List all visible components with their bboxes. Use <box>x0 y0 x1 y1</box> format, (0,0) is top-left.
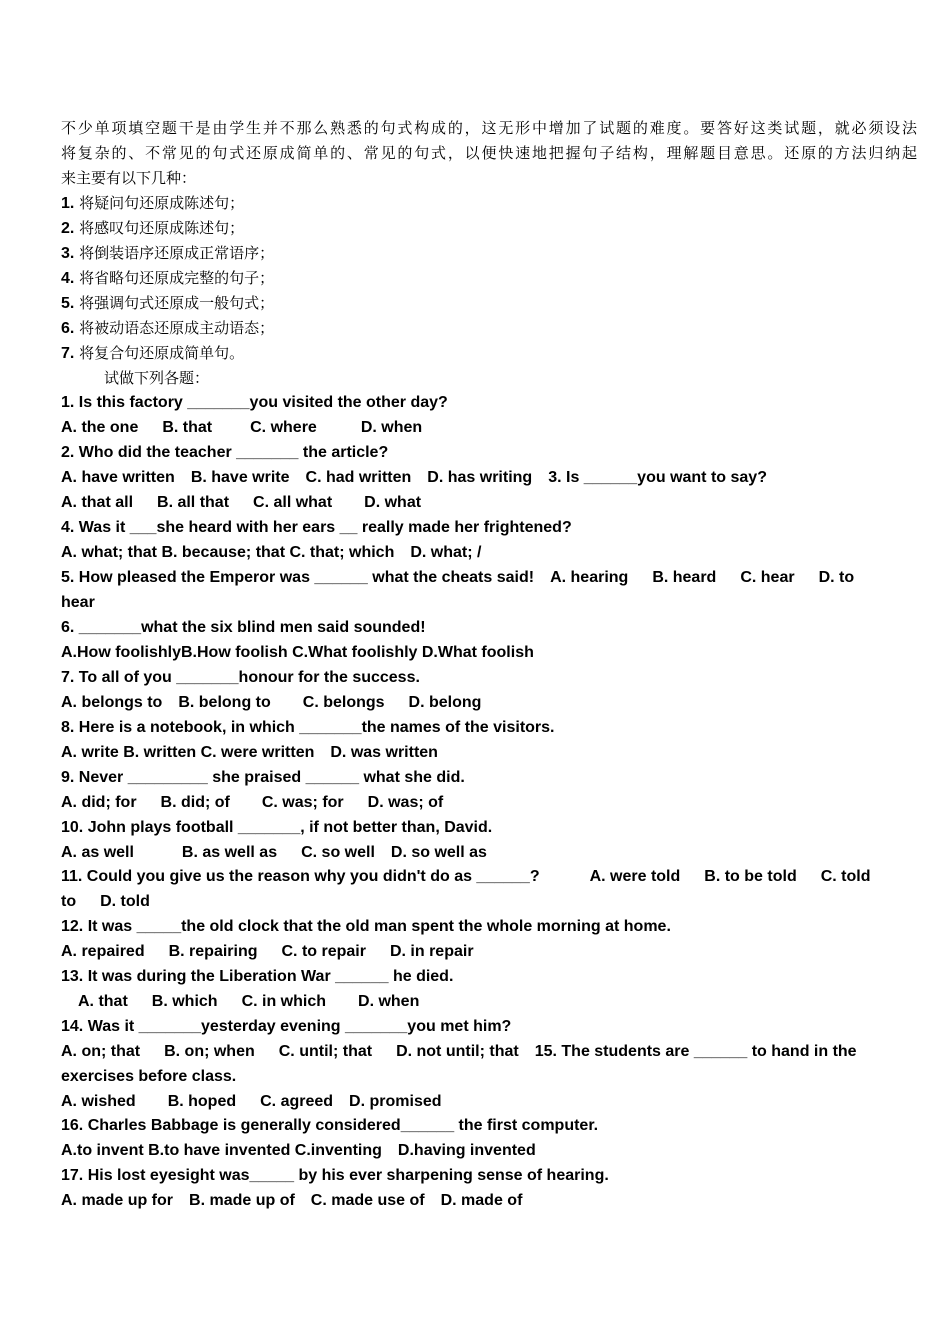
question-1-options: A. the one B. that C. where D. when <box>61 419 423 436</box>
question-4: 4. Was it ___she heard with her ears __ really made her frightened? <box>61 519 572 536</box>
question-13-options: A. that B. which C. in which D. when <box>78 993 420 1010</box>
question-10-options: A. as well B. as well as C. so well D. so well as <box>61 844 487 861</box>
question-14-options: A. on; that B. on; when C. until; that D. not until; that 15. The students are ______ to hand in the <box>61 1043 857 1060</box>
intro-line-1: 不少单项填空题干是由学生并不那么熟悉的句式构成的，这无形中增加了试题的难度。要答好这类试题，就必须设法 <box>61 119 917 137</box>
question-10: 10. John plays football _______, if not better than, David. <box>61 819 493 836</box>
question-5-continued: hear <box>61 594 95 611</box>
method-item: 6. 将被动语态还原成主动语态； <box>61 319 275 337</box>
question-16-options: A.to invent B.to have invented C.inventing D.having invented <box>61 1142 536 1159</box>
method-item: 2. 将感叹句还原成陈述句； <box>61 219 245 237</box>
intro-line-2: 将复杂的、不常见的句式还原成简单的、常见的句式，以便快速地把握句子结构，理解题目意思。还原的方法归纳起 <box>61 144 917 162</box>
question-13: 13. It was during the Liberation War ______ he died. <box>61 968 454 985</box>
question-9: 9. Never _________ she praised ______ what she did. <box>61 769 465 786</box>
method-item: 4. 将省略句还原成完整的句子； <box>61 269 275 287</box>
question-5: 5. How pleased the Emperor was ______ what the cheats said! A. hearing B. heard C. hear D. to <box>61 569 855 586</box>
question-1: 1. Is this factory _______you visited the other day? <box>61 394 448 411</box>
question-8: 8. Here is a notebook, in which _______the names of the visitors. <box>61 719 555 736</box>
question-12-options: A. repaired B. repairing C. to repair D. in repair <box>61 943 474 960</box>
question-2-options: A. have written B. have write C. had written D. has writing 3. Is ______you want to say? <box>61 469 767 486</box>
question-9-options: A. did; for B. did; of C. was; for D. was; of <box>61 794 444 811</box>
method-item: 1. 将疑问句还原成陈述句； <box>61 194 245 212</box>
question-15-continued: exercises before class. <box>61 1068 237 1085</box>
method-item: 7. 将复合句还原成简单句。 <box>61 344 245 362</box>
question-6: 6. _______what the six blind men said sounded! <box>61 619 426 636</box>
question-3-options: A. that all B. all that C. all what D. what <box>61 494 422 511</box>
question-7-options: A. belongs to B. belong to C. belongs D. belong <box>61 694 482 711</box>
question-7: 7. To all of you _______honour for the success. <box>61 669 420 686</box>
question-4-options: A. what; that B. because; that C. that; which D. what; / <box>61 544 482 561</box>
question-15-options: A. wished B. hoped C. agreed D. promised <box>61 1093 442 1110</box>
question-6-options: A.How foolishlyB.How foolish C.What foolishly D.What foolish <box>61 644 534 661</box>
question-16: 16. Charles Babbage is generally considered______ the first computer. <box>61 1117 599 1134</box>
question-17-options: A. made up for B. made up of C. made use of D. made of <box>61 1192 523 1209</box>
intro-line-3: 来主要有以下几种： <box>61 169 197 187</box>
question-2: 2. Who did the teacher _______ the article? <box>61 444 389 461</box>
method-item: 5. 将强调句式还原成一般句式； <box>61 294 275 312</box>
question-11: 11. Could you give us the reason why you didn't do as ______? A. were told B. to be told C. told <box>61 868 871 885</box>
question-12: 12. It was _____the old clock that the old man spent the whole morning at home. <box>61 918 671 935</box>
question-14: 14. Was it _______yesterday evening _______you met him? <box>61 1018 512 1035</box>
method-item: 3. 将倒装语序还原成正常语序； <box>61 244 275 262</box>
question-8-options: A. write B. written C. were written D. was written <box>61 744 438 761</box>
question-17: 17. His lost eyesight was_____ by his ever sharpening sense of hearing. <box>61 1167 609 1184</box>
question-11-continued: to D. told <box>61 893 150 910</box>
exercise-heading: 试做下列各题： <box>104 369 210 387</box>
